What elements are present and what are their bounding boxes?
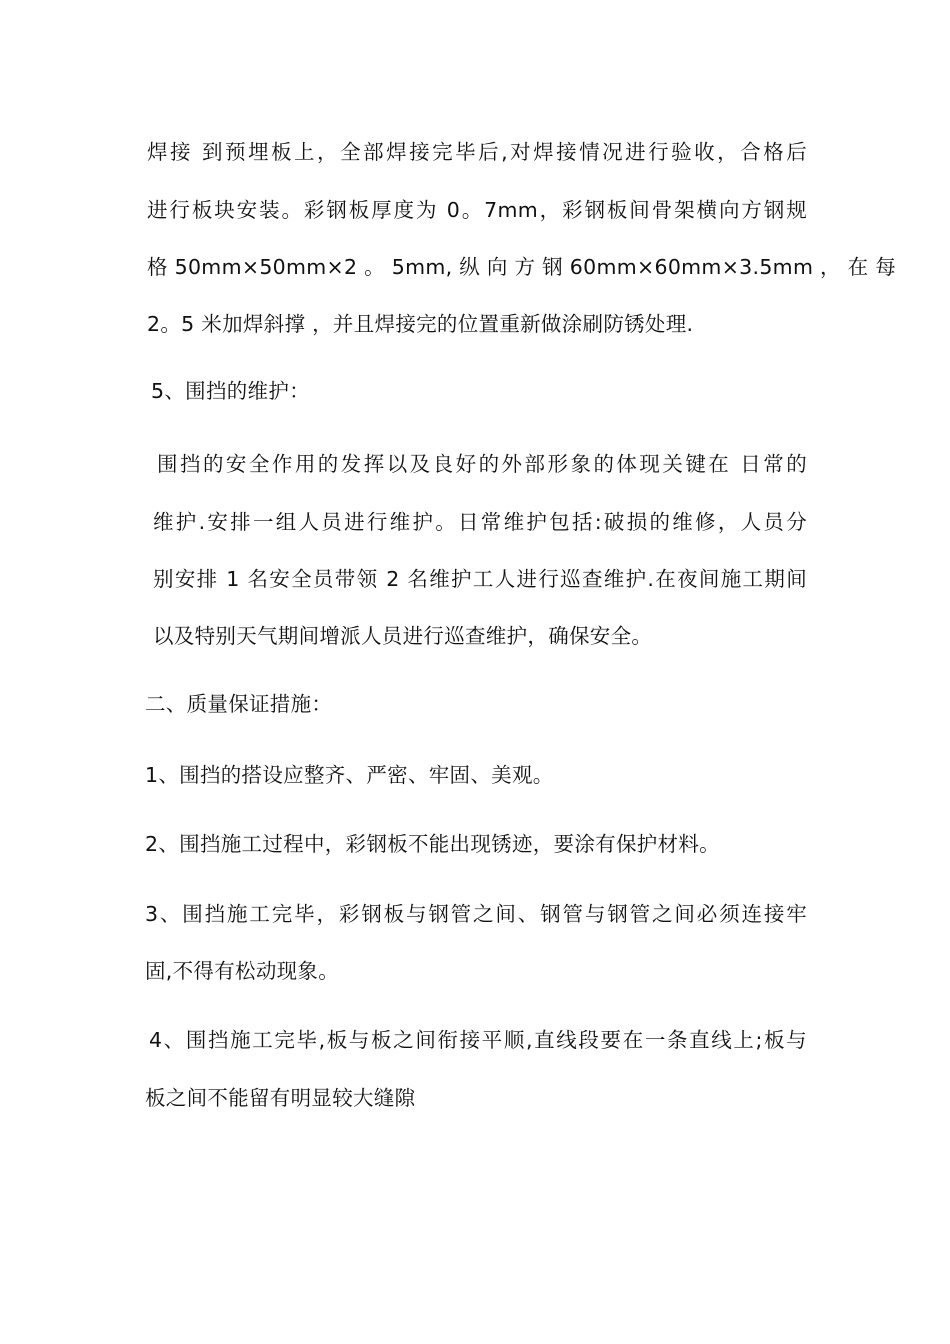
text-line: 进行板块安装。彩钢板厚度为 0。7mm，彩钢板间骨架横向方钢规 — [147, 198, 807, 222]
list-item-continuation: 固,不得有松动现象。 — [145, 959, 340, 983]
text-line: 2。5 米加焊斜撑 ，并且焊接完的位置重新做涂刷防锈处理. — [147, 312, 694, 336]
text-line: 格 50mm×50mm×2 。 5mm, 纵 向 方 钢 60mm×60mm×3.5mm ， 在 每 — [147, 255, 897, 279]
text-line: 焊接 到预埋板上，全部焊接完毕后,对焊接情况进行验收，合格后 — [147, 140, 807, 164]
text-line: 维护.安排一组人员进行维护。日常维护包括:破损的维修，人员分 — [153, 510, 807, 534]
text-line: 以及特别天气期间增派人员进行巡查维护，确保安全。 — [153, 624, 653, 648]
section-heading: 5、围挡的维护： — [151, 379, 310, 403]
list-item: 1、围挡的搭设应整齐、严密、牢固、美观。 — [145, 763, 554, 787]
list-item: 2、围挡施工过程中，彩钢板不能出现锈迹，要涂有保护材料。 — [145, 832, 720, 856]
text-line: 围挡的安全作用的发挥以及良好的外部形象的体现关键在 日常的 — [157, 452, 807, 476]
list-item-continuation: 板之间不能留有明显较大缝隙 — [145, 1086, 416, 1110]
list-item: 3、围挡施工完毕，彩钢板与钢管之间、钢管与钢管之间必须连接牢 — [145, 902, 807, 926]
section-heading: 二、质量保证措施： — [145, 692, 333, 716]
list-item: 4、围挡施工完毕,板与板之间衔接平顺,直线段要在一条直线上;板与 — [149, 1028, 807, 1052]
text-line: 别安排 1 名安全员带领 2 名维护工人进行巡查维护.在夜间施工期间 — [153, 567, 807, 591]
